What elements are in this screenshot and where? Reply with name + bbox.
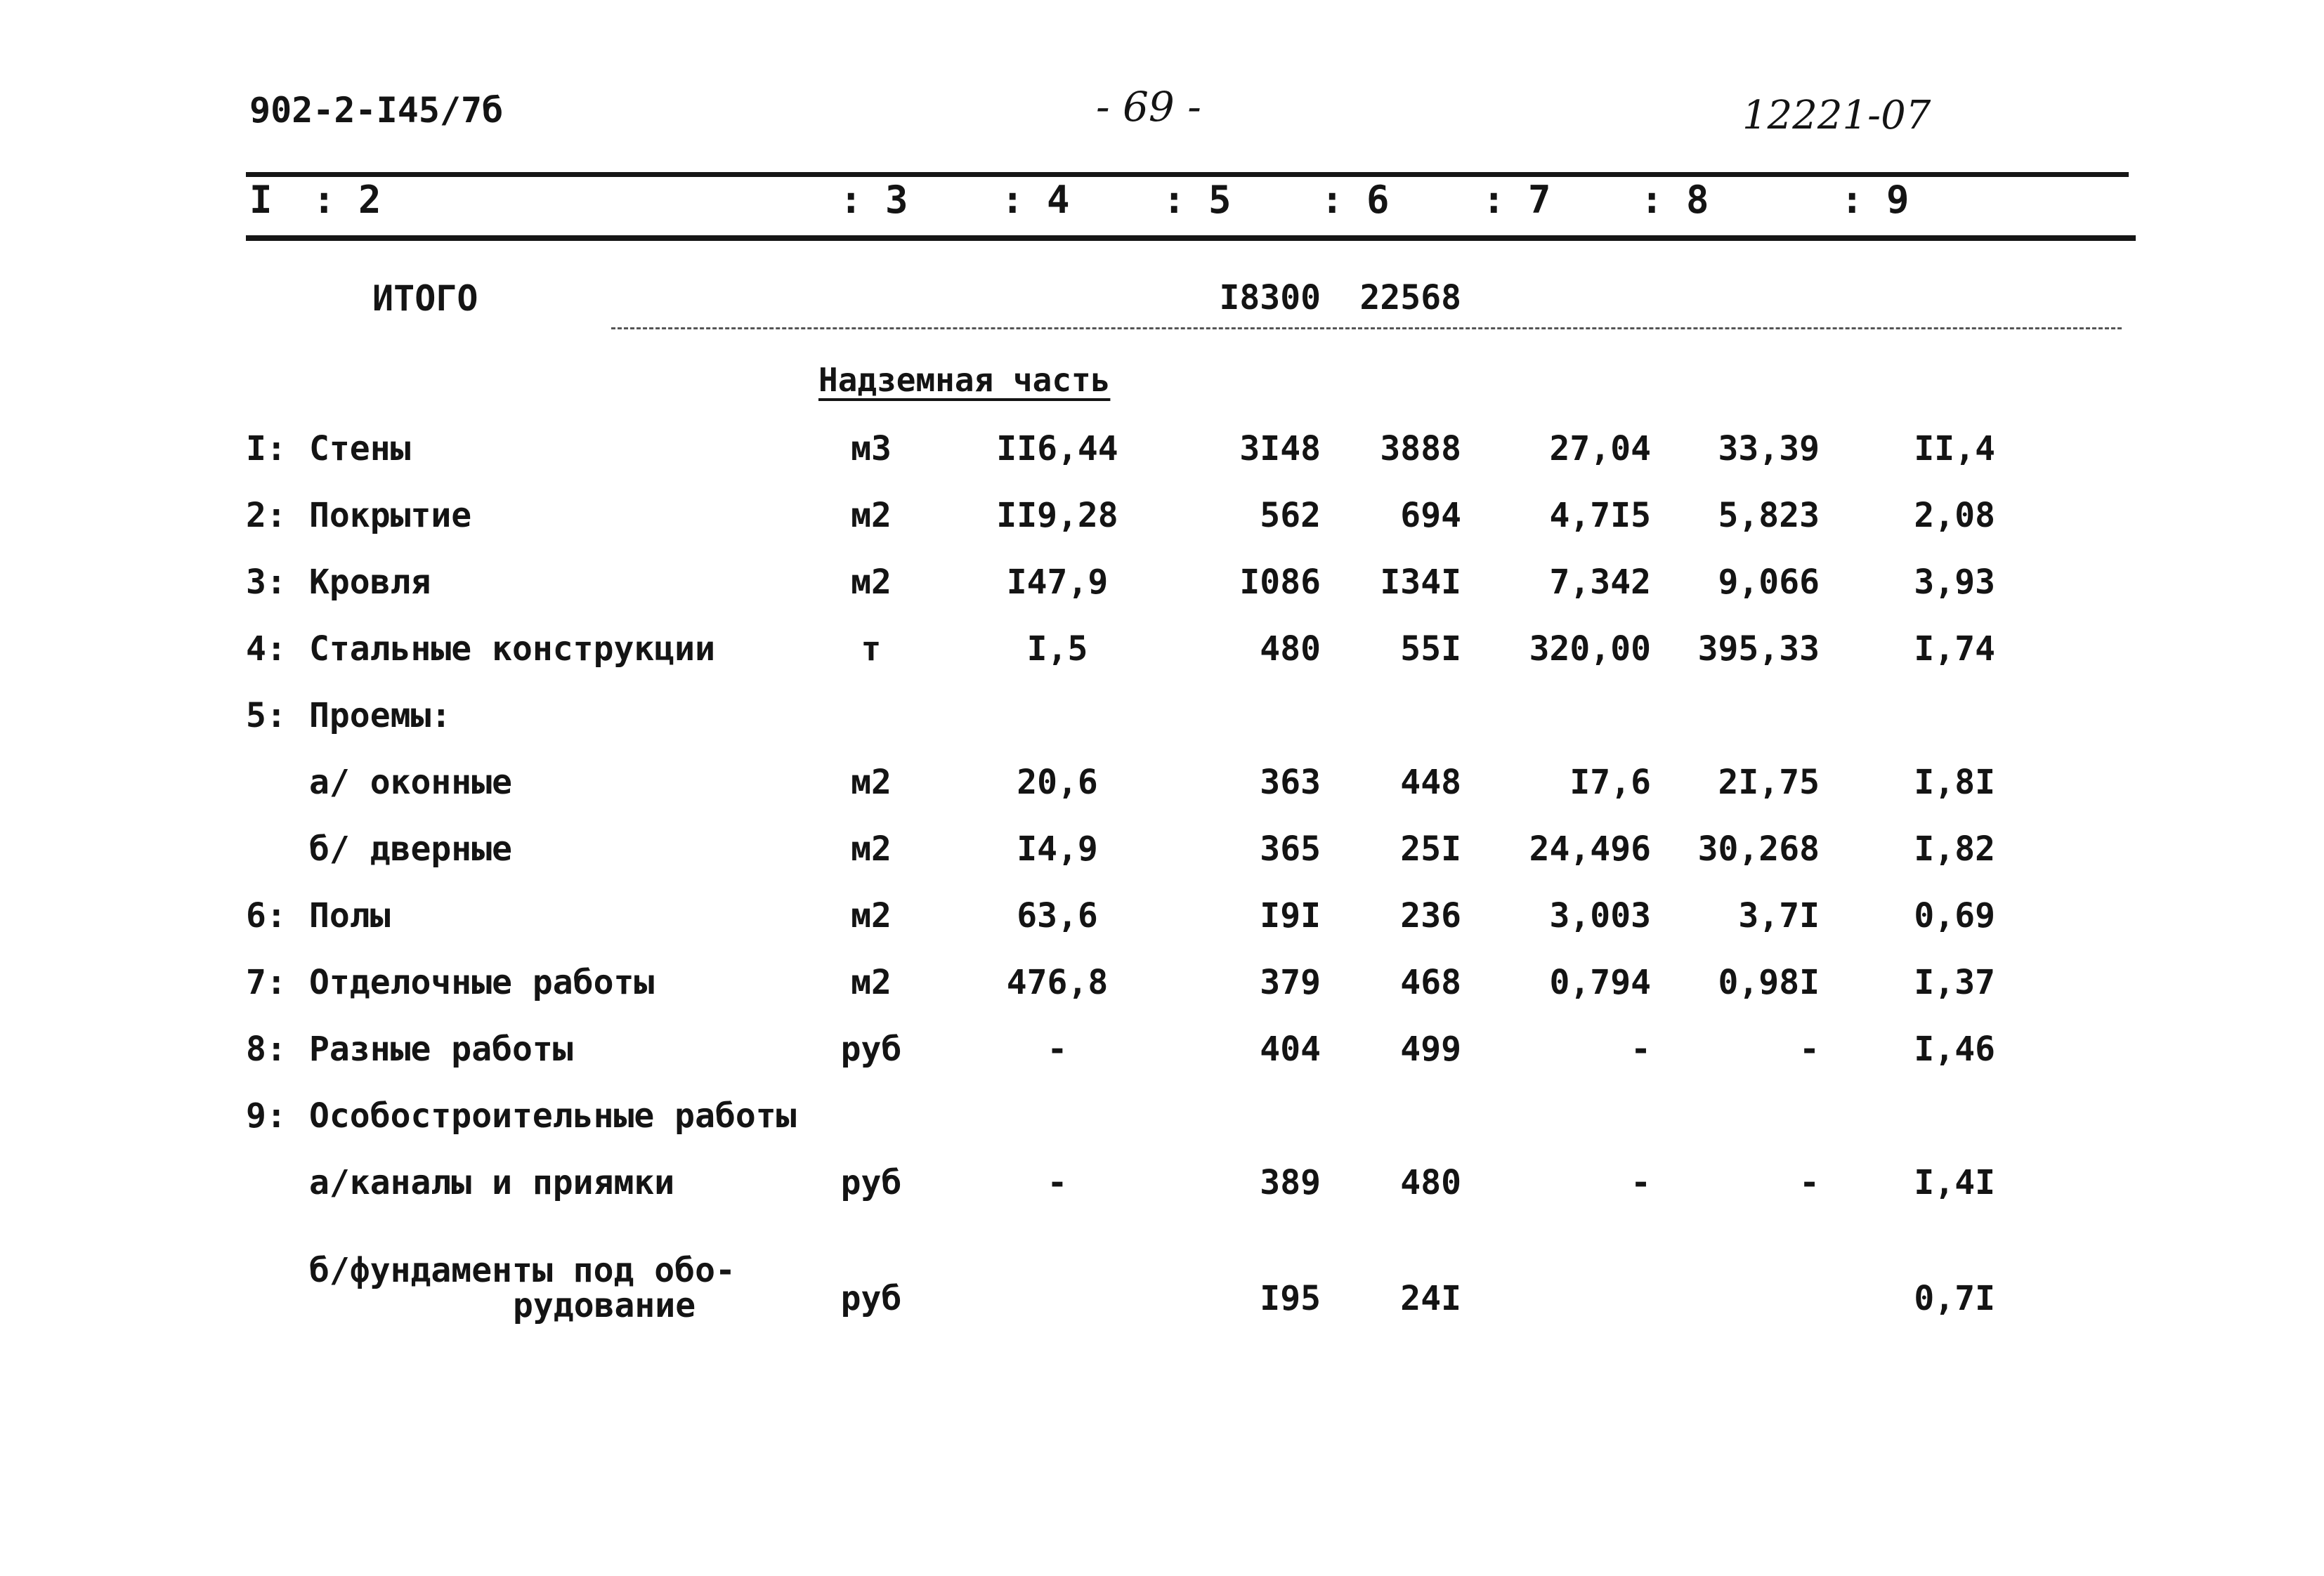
row-name-line1: б/фундаменты под обо- bbox=[309, 1251, 736, 1290]
row-num: 4: bbox=[246, 629, 287, 669]
row-num: 5: bbox=[246, 696, 287, 735]
row-unit: м2 bbox=[851, 763, 892, 802]
row-name: а/ оконные bbox=[309, 763, 512, 802]
row-c5: 3I48 bbox=[1239, 429, 1321, 468]
row-name: Особостроительные работы bbox=[309, 1096, 797, 1136]
row-name: Стальные конструкции bbox=[309, 629, 715, 669]
row-qty: 476,8 bbox=[1006, 963, 1109, 1002]
row-name: Отделочные работы bbox=[309, 963, 655, 1002]
column-number: : 5 bbox=[1163, 178, 1232, 222]
row-name-line2: рудование bbox=[513, 1286, 696, 1325]
row-c5: 404 bbox=[1260, 1030, 1321, 1069]
row-c8: 0,98I bbox=[1718, 963, 1820, 1002]
row-unit: м2 bbox=[851, 496, 892, 535]
section-title: Надземная часть bbox=[818, 361, 1111, 399]
document-code: 902-2-I45/7б bbox=[249, 90, 504, 131]
row-c5: I086 bbox=[1239, 563, 1321, 602]
column-number: : 3 bbox=[840, 178, 908, 222]
row-c8: 30,268 bbox=[1697, 829, 1820, 869]
row-c7: 0,794 bbox=[1549, 963, 1651, 1002]
row-c9: I,4I bbox=[1914, 1163, 1995, 1202]
row-c7: - bbox=[1631, 1030, 1651, 1069]
row-c6: 3888 bbox=[1380, 429, 1461, 468]
archive-number: 12221-07 bbox=[1742, 93, 1931, 138]
row-num: 7: bbox=[246, 963, 287, 1002]
row-c7: - bbox=[1631, 1163, 1651, 1202]
row-qty: I4,9 bbox=[1017, 829, 1098, 869]
row-c6: 25I bbox=[1400, 829, 1461, 869]
row-c6: 694 bbox=[1400, 496, 1461, 535]
column-number: I bbox=[249, 178, 273, 222]
row-c6: I34I bbox=[1380, 563, 1461, 602]
row-c5: 389 bbox=[1260, 1163, 1321, 1202]
row-c6: 448 bbox=[1400, 763, 1461, 802]
total-label: ИТОГО bbox=[372, 278, 478, 319]
row-name: Стены bbox=[309, 429, 411, 468]
row-c6: 499 bbox=[1400, 1030, 1461, 1069]
row-c5: 562 bbox=[1260, 496, 1321, 535]
row-c7: 24,496 bbox=[1529, 829, 1651, 869]
row-c7: 4,7I5 bbox=[1549, 496, 1651, 535]
row-unit: т bbox=[861, 629, 882, 669]
row-c7: 3,003 bbox=[1549, 896, 1651, 935]
row-c6: 55I bbox=[1400, 629, 1461, 669]
row-c8: - bbox=[1799, 1030, 1820, 1069]
row-c8: 5,823 bbox=[1718, 496, 1820, 535]
column-number: : 7 bbox=[1482, 178, 1551, 222]
row-c9: I,46 bbox=[1914, 1030, 1995, 1069]
row-num: 2: bbox=[246, 496, 287, 535]
row-num: 8: bbox=[246, 1030, 287, 1069]
total-underline bbox=[611, 327, 2122, 329]
column-number: : 8 bbox=[1640, 178, 1709, 222]
column-header-bottom-rule bbox=[246, 235, 2136, 241]
row-unit: м3 bbox=[851, 429, 892, 468]
row-qty: I,5 bbox=[1026, 629, 1088, 669]
row-c9: I,82 bbox=[1914, 829, 1995, 869]
row-c8: 395,33 bbox=[1697, 629, 1820, 669]
row-name: б/ дверные bbox=[309, 829, 512, 869]
row-c7: 7,342 bbox=[1549, 563, 1651, 602]
row-name: Полы bbox=[309, 896, 391, 935]
total-col6: 22568 bbox=[1359, 278, 1461, 317]
row-col6: 24I bbox=[1400, 1279, 1461, 1318]
column-number: : 2 bbox=[313, 178, 381, 222]
row-c9: 2,08 bbox=[1914, 496, 1995, 535]
row-c7: 320,00 bbox=[1529, 629, 1651, 669]
row-qty: - bbox=[1047, 1030, 1068, 1069]
row-qty: 20,6 bbox=[1017, 763, 1098, 802]
row-c5: 363 bbox=[1260, 763, 1321, 802]
row-qty: I47,9 bbox=[1006, 563, 1109, 602]
row-c7: I7,6 bbox=[1569, 763, 1651, 802]
row-c8: 33,39 bbox=[1718, 429, 1820, 468]
column-number: : 4 bbox=[1001, 178, 1070, 222]
row-name: Кровля bbox=[309, 563, 431, 602]
row-c6: 480 bbox=[1400, 1163, 1461, 1202]
row-c5: I9I bbox=[1260, 896, 1321, 935]
row-c9: I,37 bbox=[1914, 963, 1995, 1002]
column-number: : 9 bbox=[1841, 178, 1910, 222]
row-unit: м2 bbox=[851, 829, 892, 869]
row-qty: - bbox=[1047, 1163, 1068, 1202]
row-col9: 0,7I bbox=[1914, 1279, 1995, 1318]
row-c9: I,74 bbox=[1914, 629, 1995, 669]
row-num: 9: bbox=[246, 1096, 287, 1136]
row-name: Разные работы bbox=[309, 1030, 573, 1069]
row-unit: м2 bbox=[851, 896, 892, 935]
row-c7: 27,04 bbox=[1549, 429, 1651, 468]
row-unit: м2 bbox=[851, 963, 892, 1002]
top-rule bbox=[246, 172, 2129, 177]
row-qty: II6,44 bbox=[996, 429, 1118, 468]
row-name: Проемы: bbox=[309, 696, 452, 735]
row-c9: II,4 bbox=[1914, 429, 1995, 468]
row-c6: 236 bbox=[1400, 896, 1461, 935]
row-unit: руб bbox=[840, 1163, 902, 1202]
row-c8: 3,7I bbox=[1738, 896, 1820, 935]
row-c5: 379 bbox=[1260, 963, 1321, 1002]
row-c6: 468 bbox=[1400, 963, 1461, 1002]
row-c8: - bbox=[1799, 1163, 1820, 1202]
row-unit: руб bbox=[840, 1279, 902, 1318]
column-number: : 6 bbox=[1321, 178, 1390, 222]
row-c9: 3,93 bbox=[1914, 563, 1995, 602]
row-num: 3: bbox=[246, 563, 287, 602]
row-qty: II9,28 bbox=[996, 496, 1118, 535]
total-col5: I8300 bbox=[1219, 278, 1321, 317]
page-number: - 69 - bbox=[1096, 83, 1201, 131]
row-num: I: bbox=[246, 429, 287, 468]
row-num: 6: bbox=[246, 896, 287, 935]
row-name: а/каналы и приямки bbox=[309, 1163, 675, 1202]
row-c9: I,8I bbox=[1914, 763, 1995, 802]
row-qty: 63,6 bbox=[1017, 896, 1098, 935]
row-col5: I95 bbox=[1260, 1279, 1321, 1318]
row-c9: 0,69 bbox=[1914, 896, 1995, 935]
row-c5: 365 bbox=[1260, 829, 1321, 869]
row-name: Покрытие bbox=[309, 496, 472, 535]
row-c5: 480 bbox=[1260, 629, 1321, 669]
row-unit: руб bbox=[840, 1030, 902, 1069]
row-c8: 2I,75 bbox=[1718, 763, 1820, 802]
row-unit: м2 bbox=[851, 563, 892, 602]
row-c8: 9,066 bbox=[1718, 563, 1820, 602]
